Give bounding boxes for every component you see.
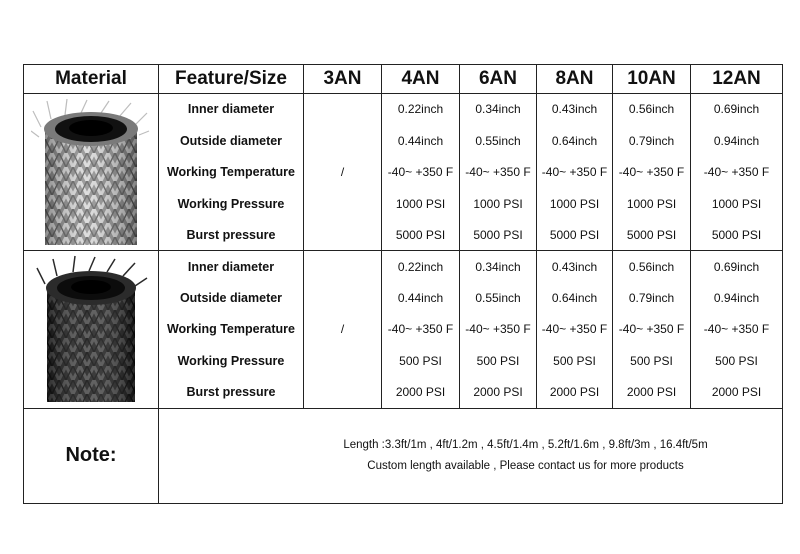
table-cell: -40~ +350 F <box>613 314 691 345</box>
table-cell: -40~ +350 F <box>691 156 783 187</box>
size-3an-value: / <box>304 94 382 251</box>
table-cell: 0.34inch <box>460 94 537 125</box>
table-cell: 1000 PSI <box>382 188 460 219</box>
table-cell: -40~ +350 F <box>460 156 537 187</box>
table-cell: 0.94inch <box>691 282 783 313</box>
table-cell: -40~ +350 F <box>691 314 783 345</box>
note-line-length: Length :3.3ft/1m , 4ft/1.2m , 4.5ft/1.4m , 5.2ft/1.6m , 9.8ft/3m , 16.4ft/5m <box>343 438 708 451</box>
table-row <box>24 251 783 282</box>
table-cell: 0.44inch <box>382 282 460 313</box>
table-cell: 0.55inch <box>460 125 537 156</box>
size-3an-value: / <box>304 251 382 408</box>
note-row <box>24 408 783 503</box>
table-cell: -40~ +350 F <box>382 314 460 345</box>
feature-label: Burst pressure <box>159 377 304 408</box>
nylon-hose-image <box>24 251 159 408</box>
table-cell: 2000 PSI <box>691 377 783 408</box>
table-cell: 2000 PSI <box>460 377 537 408</box>
spec-table <box>23 64 783 504</box>
table-cell: 500 PSI <box>460 345 537 376</box>
stainless-braided-hose-icon <box>31 97 151 247</box>
stainless-hose-image <box>24 94 159 251</box>
table-cell: 2000 PSI <box>613 377 691 408</box>
section-stainless <box>24 94 783 251</box>
note-label: Note: <box>24 408 159 503</box>
feature-label: Working Temperature <box>159 314 304 345</box>
table-cell: 0.79inch <box>613 125 691 156</box>
section-nylon <box>24 251 783 408</box>
table-cell: 500 PSI <box>691 345 783 376</box>
table-cell: -40~ +350 F <box>537 156 613 187</box>
table-cell: -40~ +350 F <box>382 156 460 187</box>
header-size-3an: 3AN <box>304 65 382 94</box>
table-cell: 500 PSI <box>382 345 460 376</box>
header-material: Material <box>24 65 159 94</box>
table-cell: 500 PSI <box>537 345 613 376</box>
feature-label: Burst pressure <box>159 219 304 250</box>
table-cell: 5000 PSI <box>382 219 460 250</box>
table-row <box>24 94 783 125</box>
table-cell: 5000 PSI <box>460 219 537 250</box>
table-cell: 0.22inch <box>382 251 460 282</box>
header-size-4an: 4AN <box>382 65 460 94</box>
black-nylon-braided-hose-icon <box>31 254 151 404</box>
table-cell: 0.79inch <box>613 282 691 313</box>
table-cell: 5000 PSI <box>691 219 783 250</box>
table-cell: 1000 PSI <box>613 188 691 219</box>
table-cell: 5000 PSI <box>613 219 691 250</box>
header-size-10an: 10AN <box>613 65 691 94</box>
note-line-custom: Custom length available , Please contact us for more products <box>367 459 684 472</box>
table-cell: 0.44inch <box>382 125 460 156</box>
table-cell: 0.34inch <box>460 251 537 282</box>
table-cell: 2000 PSI <box>537 377 613 408</box>
table-cell: 1000 PSI <box>460 188 537 219</box>
header-size-12an: 12AN <box>691 65 783 94</box>
table-cell: 0.64inch <box>537 125 613 156</box>
feature-label: Working Pressure <box>159 345 304 376</box>
note-section <box>24 408 783 503</box>
note-text <box>159 408 783 503</box>
table-cell: 5000 PSI <box>537 219 613 250</box>
table-cell: 0.56inch <box>613 94 691 125</box>
header-row <box>24 65 783 94</box>
feature-label: Outside diameter <box>159 125 304 156</box>
feature-label: Inner diameter <box>159 94 304 125</box>
table-cell: 0.69inch <box>691 251 783 282</box>
table-cell: 1000 PSI <box>537 188 613 219</box>
table-cell: 0.22inch <box>382 94 460 125</box>
table-cell: 0.43inch <box>537 94 613 125</box>
feature-label: Working Temperature <box>159 156 304 187</box>
table-cell: 0.43inch <box>537 251 613 282</box>
table-cell: -40~ +350 F <box>613 156 691 187</box>
table-cell: 0.64inch <box>537 282 613 313</box>
feature-label: Outside diameter <box>159 282 304 313</box>
feature-label: Working Pressure <box>159 188 304 219</box>
feature-label: Inner diameter <box>159 251 304 282</box>
table-cell: 2000 PSI <box>382 377 460 408</box>
table-cell: 1000 PSI <box>691 188 783 219</box>
table-cell: -40~ +350 F <box>537 314 613 345</box>
table-cell: 0.69inch <box>691 94 783 125</box>
table-cell: -40~ +350 F <box>460 314 537 345</box>
header-size-6an: 6AN <box>460 65 537 94</box>
table-cell: 0.94inch <box>691 125 783 156</box>
table-cell: 0.56inch <box>613 251 691 282</box>
table-cell: 500 PSI <box>613 345 691 376</box>
header-feature-size: Feature/Size <box>159 65 304 94</box>
table-cell: 0.55inch <box>460 282 537 313</box>
header-size-8an: 8AN <box>537 65 613 94</box>
